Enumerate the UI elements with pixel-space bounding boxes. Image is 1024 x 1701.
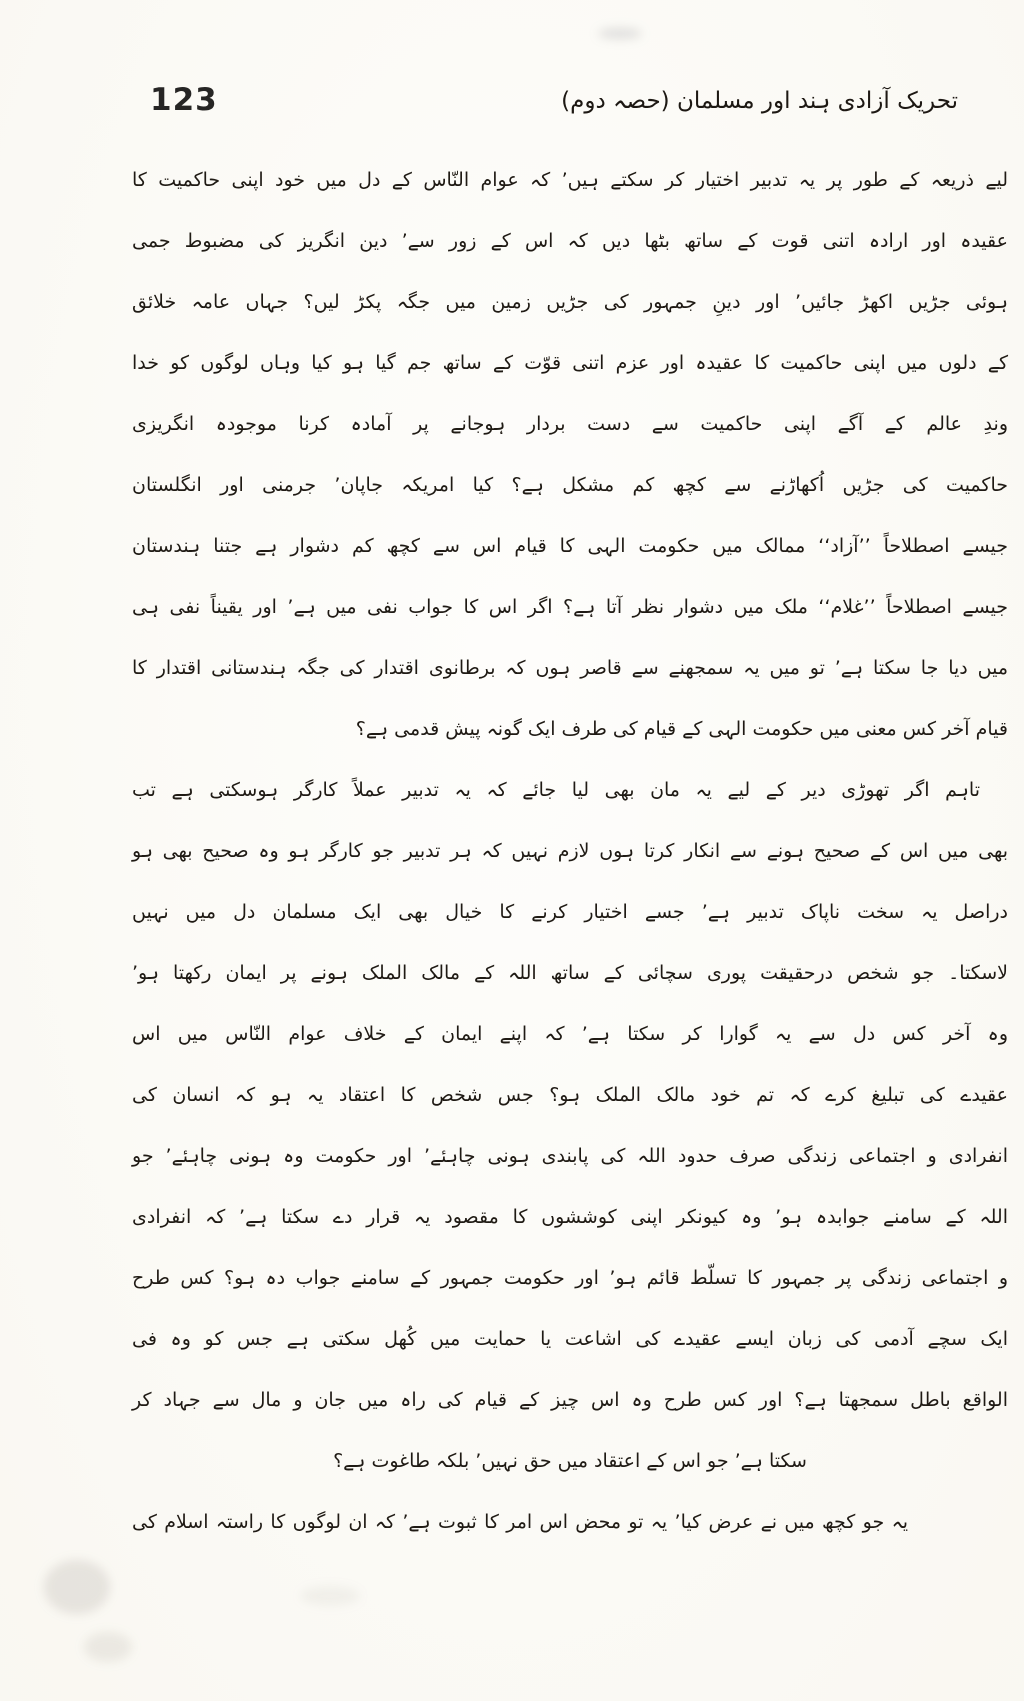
scan-smudge xyxy=(84,1632,132,1662)
text-line: قیام آخر کس معنی میں حکومت الہی کے قیام کی طرف ایک گونہ پیش قدمی ہے؟ xyxy=(355,718,1008,740)
text-line: یہ جو کچھ میں نے عرض کیا’ یہ تو محض اس امر کا ثبوت ہے’ کہ ان لوگوں کا راستہ اسلام کی xyxy=(132,1511,908,1533)
text-line: جیسے اصطلاحاً ’’آزاد‘‘ ممالک میں حکومت الہی کا قیام اس سے کچھ کم دشوار ہے جتنا ہندستان xyxy=(132,535,1008,557)
text-line: لاسکتا۔ جو شخص درحقیقت پوری سچائی کے ساتھ اللہ کے مالک الملک ہونے پر ایمان رکھتا ہو’ xyxy=(132,962,1008,984)
text-line: دراصل یہ سخت ناپاک تدبیر ہے’ جسے اختیار کرنے کا خیال بھی ایک مسلمان دل میں نہیں xyxy=(132,901,1008,923)
text-line: و اجتماعی زندگی پر جمہور کا تسلّط قائم ہو’ اور حکومت جمہور کے سامنے جواب دہ ہو؟ کس طرح xyxy=(132,1267,1008,1289)
text-line: ہوئی جڑیں اکھڑ جائیں’ اور دینِ جمہور کی جڑیں زمین میں جگہ پکڑ لیں؟ جہاں عامہ خلائق xyxy=(132,291,1008,313)
text-line: سکتا ہے’ جو اس کے اعتقاد میں حق نہیں’ بلکہ طاغوت ہے؟ xyxy=(333,1450,807,1472)
text-line: انفرادی و اجتماعی زندگی صرف حدود اللہ کی پابندی ہونی چاہئے’ اور حکومت وہ ہونی چاہئے’ جو xyxy=(132,1145,1008,1167)
text-line: عقیدہ اور ارادہ اتنی قوت کے ساتھ بٹھا دیں کہ اس کے زور سے’ دین انگریز کی مضبوط جمی xyxy=(132,230,1008,252)
scan-smudge xyxy=(300,1586,360,1606)
text-line: ایک سچے آدمی کی زبان ایسے عقیدے کی اشاعت یا حمایت میں کُھل سکتی ہے جس کو وہ فی xyxy=(132,1328,1008,1350)
text-line: اللہ کے سامنے جوابدہ ہو’ وہ کیونکر اپنی کوششوں کا مقصود یہ قرار دے سکتا ہے’ کہ انفرادی xyxy=(132,1206,1008,1228)
text-line: تاہم اگر تھوڑی دیر کے لیے یہ مان بھی لیا جائے کہ یہ تدبیر عملاً کارگر ہوسکتی ہے تب xyxy=(132,779,980,801)
text-line: عقیدے کی تبلیغ کرے کہ تم خود مالک الملک ہو؟ جس شخص کا اعتقاد یہ ہو کہ انسان کی xyxy=(132,1084,1008,1106)
page-number: 123 xyxy=(150,82,218,118)
text-line: حاکمیت کی جڑیں اُکھاڑنے سے کچھ کم مشکل ہے؟ کیا امریکہ جاپان’ جرمنی اور انگلستان xyxy=(132,474,1008,496)
text-line: کے دلوں میں اپنی حاکمیت کا عقیدہ اور عزم اتنی قوّت کے ساتھ جم گیا ہو کیا وہاں لوگوں کو خدا xyxy=(132,352,1008,374)
text-line: وہ آخر کس دل سے یہ گوارا کر سکتا ہے’ کہ اپنے ایمان کے خلاف عوام النّاس میں اس xyxy=(132,1023,1008,1045)
text-line: لیے ذریعہ کے طور پر یہ تدبیر اختیار کر سکتے ہیں’ کہ عوام النّاس کے دل میں خود اپنی حاکمیت کا xyxy=(132,169,1008,191)
text-line: الواقع باطل سمجھتا ہے؟ اور کس طرح وہ اس چیز کے قیام کی راہ میں جان و مال سے جہاد کر xyxy=(132,1389,1008,1411)
text-line: وندِ عالم کے آگے اپنی حاکمیت سے دست بردار ہوجانے پر آمادہ کرنا موجودہ انگریزی xyxy=(132,413,1008,435)
text-line: بھی میں اس کے صحیح ہونے سے انکار کرتا ہوں لازم نہیں کہ ہر تدبیر جو کارگر ہو وہ صحیح بھی ہو xyxy=(132,840,1008,862)
page-body xyxy=(132,150,1008,1553)
text-line: جیسے اصطلاحاً ’’غلام‘‘ ملک میں دشوار نظر آتا ہے؟ اگر اس کا جواب نفی میں ہے’ اور یقیناً نفی ہی xyxy=(132,596,1008,618)
scan-smudge xyxy=(598,28,642,39)
text-line: میں دیا جا سکتا ہے’ تو میں یہ سمجھنے سے قاصر ہوں کہ برطانوی اقتدار کی جگہ ہندستانی اقتدار کا xyxy=(132,657,1008,679)
header-title: تحریک آزادی ہند اور مسلمان (حصہ دوم) xyxy=(561,88,958,114)
scan-smudge xyxy=(44,1560,110,1614)
